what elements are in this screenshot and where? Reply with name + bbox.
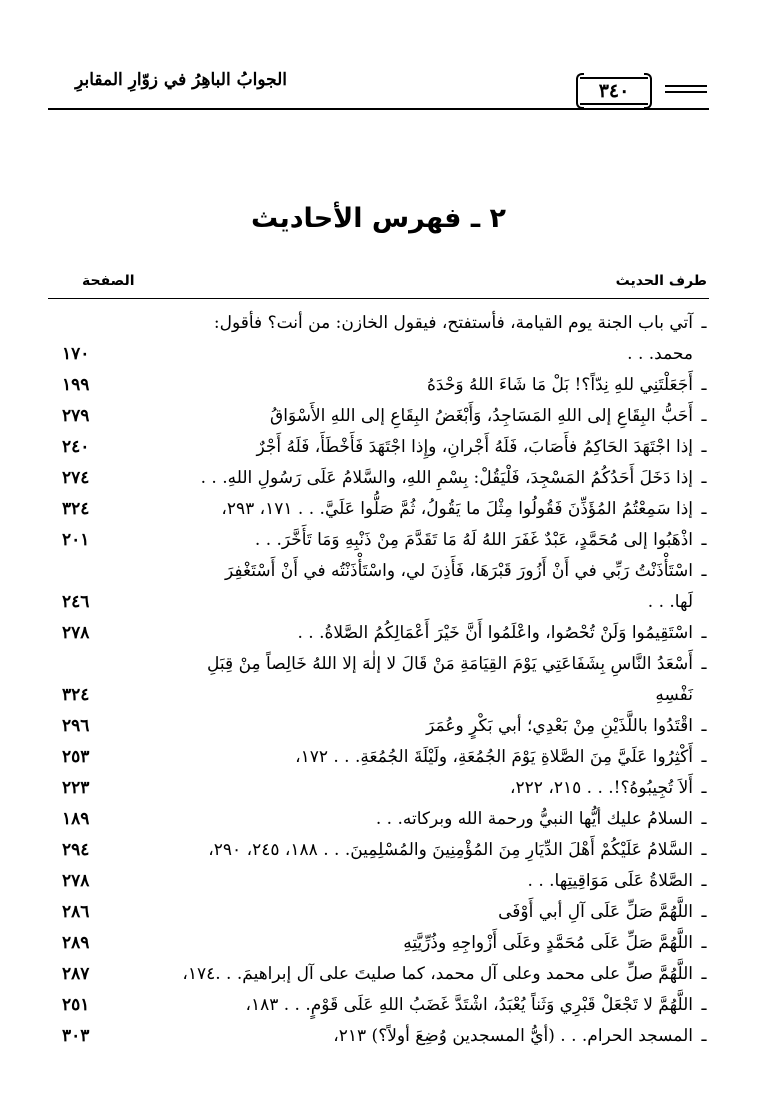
index-entry [48, 494, 709, 525]
entry-page-number: ٣٢٤ [62, 499, 90, 519]
index-entry [48, 370, 709, 401]
entry-text: اسْتَأْذَنْتُ رَبِّي في أَنْ أَزُورَ قَبْرَهَا، فَأَذِنَ لي، واسْتَأْذَنْتُه في أَنْ أَسْتَغْفِرَ [225, 561, 693, 581]
running-title: الجوابُ الباهِرُ في زوّارِ المقابرِ [75, 70, 287, 90]
entry-bullet: ـ [701, 871, 707, 891]
entry-bullet: ـ [701, 375, 707, 395]
entry-line [48, 401, 709, 432]
page-number: ٣٤٠ [598, 80, 630, 102]
entry-bullet: ـ [701, 530, 707, 550]
entry-page-number: ٢٥١ [62, 995, 90, 1015]
entry-text: إذا اجْتَهَدَ الحَاكِمُ فأَصَابَ، فَلَهُ أَجْرانِ، وإِذا اجْتَهَدَ فَأَخْطَأَ، فَلَهُ أَجْرٌ [256, 437, 693, 457]
header-ornament-line [665, 91, 707, 93]
entry-page-number: ٢٢٣ [62, 778, 90, 798]
entry-line [48, 773, 709, 804]
index-entry [48, 990, 709, 1021]
entry-bullet: ـ [701, 654, 707, 674]
entry-page-number: ٢٧٨ [62, 623, 90, 643]
entry-text: أَسْعَدُ النَّاسِ بِشَفَاعَتِي يَوْمَ القِيَامَةِ مَنْ قَالَ لا إلٰهَ إلا اللهُ خَالِصاً مِنْ قِبَلِ [207, 654, 693, 674]
entry-text: اللَّهُمَّ صلِّ على محمد وعلى آل محمد، كما صليتَ على آل إبراهيمَ. . .١٧٤، [182, 964, 693, 984]
entry-line [48, 897, 709, 928]
entry-page-number: ٢٩٦ [62, 716, 90, 736]
entry-text: اللَّهُمَّ لا تَجْعَلْ قَبْرِي وَثَناً يُعْبَدُ، اشْتَدَّ غَضَبُ اللهِ عَلَى قَوْمٍ. . . ١٨٣، [245, 995, 693, 1015]
entry-line [48, 525, 709, 556]
entry-line [48, 618, 709, 649]
index-entry [48, 897, 709, 928]
header-ornament-line [665, 85, 707, 87]
index-entry [48, 556, 709, 618]
entry-text: نَفْسِهِ [655, 685, 693, 705]
entry-page-number: ٢٨٦ [62, 902, 90, 922]
entry-line [48, 308, 709, 339]
entry-bullet: ـ [701, 623, 707, 643]
index-entry [48, 711, 709, 742]
column-header-rule [48, 298, 709, 299]
entry-bullet: ـ [701, 468, 707, 488]
entry-line [48, 742, 709, 773]
entry-line [48, 866, 709, 897]
entry-page-number: ٢٧٤ [62, 468, 90, 488]
entry-page-number: ٢٧٨ [62, 871, 90, 891]
entry-line [48, 370, 709, 401]
entry-bullet: ـ [701, 406, 707, 426]
page-number-box [580, 77, 648, 105]
entry-line [48, 711, 709, 742]
entry-page-number: ٢٨٩ [62, 933, 90, 953]
entry-text: السلامُ عليك أيُّها النبيُّ ورحمة الله وبركاته. . . [375, 809, 693, 829]
entry-page-number: ١٧٠ [62, 344, 90, 364]
entry-text: آتي باب الجنة يوم القيامة، فأستفتح، فيقول الخازن: من أنت؟ فأقول: [213, 313, 693, 333]
hadith-index-list [48, 308, 709, 1052]
entry-bullet: ـ [701, 933, 707, 953]
entry-line [48, 990, 709, 1021]
entry-text: اسْتَقِيمُوا وَلَنْ تُحْصُوا، واعْلَمُوا أَنَّ خَيْرَ أَعْمَالِكُمُ الصَّلاةُ. . . [297, 623, 693, 643]
index-entry [48, 525, 709, 556]
index-entry [48, 742, 709, 773]
entry-page-number: ٢٧٩ [62, 406, 90, 426]
entry-bullet: ـ [701, 995, 707, 1015]
entry-page-number: ٣٠٣ [62, 1026, 90, 1046]
entry-bullet: ـ [701, 1026, 707, 1046]
entry-page-number: ١٨٩ [62, 809, 90, 829]
index-entry [48, 432, 709, 463]
entry-page-number: ٢٠١ [62, 530, 90, 550]
entry-text: محمد. . . [627, 344, 693, 364]
entry-bullet: ـ [701, 964, 707, 984]
index-entry [48, 649, 709, 711]
entry-bullet: ـ [701, 840, 707, 860]
section-title: ٢ ـ فهرس الأحاديث [250, 203, 506, 234]
entry-text: أَكْثِرُوا عَلَيَّ مِنَ الصَّلاةِ يَوْمَ الجُمُعَةِ، ولَيْلَةَ الجُمُعَةِ. . . ١٧٢، [295, 747, 693, 767]
entry-text: السَّلامُ عَلَيْكُمْ أَهْلَ الدِّيَارِ مِنَ المُؤْمِنِينَ والمُسْلِمِينَ. . . ١٨٨، ٢٤٥، ٢٩٠، [208, 840, 693, 860]
index-entry [48, 618, 709, 649]
entry-page-number: ٢٤٦ [62, 592, 90, 612]
entry-page-number: ٢٨٧ [62, 964, 90, 984]
entry-bullet: ـ [701, 499, 707, 519]
entry-page-number: ١٩٩ [62, 375, 90, 395]
entry-page-number: ٢٥٣ [62, 747, 90, 767]
entry-page-number: ٢٩٤ [62, 840, 90, 860]
index-entry [48, 866, 709, 897]
entry-page-number: ٣٢٤ [62, 685, 90, 705]
entry-text: إذا سَمِعْتُمُ المُؤَذِّنَ فَقُولُوا مِثْلَ ما يَقُولُ، ثُمَّ صَلُّوا عَلَيَّ. . . ١٧١، ٢٩٣، [221, 499, 693, 519]
column-header-page: الصفحة [82, 273, 135, 289]
index-entry [48, 401, 709, 432]
entry-text: اقْتَدُوا باللَّذَيْنِ مِنْ بَعْدِي؛ أبي بَكْرٍ وعُمَرَ [426, 716, 693, 736]
entry-page-number: ٢٤٠ [62, 437, 90, 457]
entry-line [48, 556, 709, 587]
entry-text: المسجد الحرام. . . (أيُّ المسجدين وُضِعَ أولاً؟) ٢١٣، [333, 1026, 693, 1046]
index-entry [48, 928, 709, 959]
entry-bullet: ـ [701, 437, 707, 457]
entry-line [48, 432, 709, 463]
entry-text: أَحَبُّ البِقَاعِ إلى اللهِ المَسَاجِدُ، وَأَبْغَضُ البِقَاعِ إلى اللهِ الأَسْوَاقُ [270, 406, 693, 426]
entry-text: إذا دَخَلَ أَحَدُكُمُ المَسْجِدَ، فَلْيَقُلْ: بِسْمِ اللهِ، والسَّلامُ عَلَى رَسُولِ اللهِ. . . [200, 468, 693, 488]
index-entry [48, 959, 709, 990]
entry-line [48, 463, 709, 494]
entry-bullet: ـ [701, 561, 707, 581]
entry-text: اذْهَبُوا إلى مُحَمَّدٍ، عَبْدٌ غَفَرَ اللهُ لَهُ مَا تَقَدَّمَ مِنْ ذَنْبِهِ وَمَا تَأَخَّرَ. . . [254, 530, 693, 550]
entry-text: اللَّهُمَّ صَلِّ عَلَى آلِ أبي أَوْفَى [498, 902, 693, 922]
entry-bullet: ـ [701, 809, 707, 829]
entry-text: أَلاَ تُجِيبُوهُ؟!. . . ٢١٥، ٢٢٢، [510, 778, 693, 798]
entry-line [48, 494, 709, 525]
entry-line [48, 649, 709, 680]
entry-text: لَها. . . [647, 592, 693, 612]
index-entry [48, 308, 709, 370]
entry-text: الصَّلاةُ عَلَى مَوَاقِيتِها. . . [527, 871, 693, 891]
entry-text: اللَّهُمَّ صَلِّ عَلَى مُحَمَّدٍ وعَلَى أَزْواجِهِ وذُرِّيَّتِهِ [403, 933, 693, 953]
entry-bullet: ـ [701, 716, 707, 736]
entry-bullet: ـ [701, 778, 707, 798]
index-entry [48, 773, 709, 804]
index-entry [48, 1021, 709, 1052]
entry-line [48, 680, 709, 711]
index-entry [48, 835, 709, 866]
column-header-hadith: طرف الحديث [615, 273, 707, 289]
entry-bullet: ـ [701, 747, 707, 767]
entry-line [48, 339, 709, 370]
entry-bullet: ـ [701, 902, 707, 922]
entry-line [48, 587, 709, 618]
entry-line [48, 928, 709, 959]
entry-text: أَجَعَلْتَنِي للهِ نِدّاً؟! بَلْ مَا شَاءَ اللهُ وَحْدَهُ [427, 375, 693, 395]
header-rule [48, 108, 709, 110]
entry-line [48, 804, 709, 835]
entry-bullet: ـ [701, 313, 707, 333]
index-entry [48, 463, 709, 494]
entry-line [48, 1021, 709, 1052]
index-entry [48, 804, 709, 835]
entry-line [48, 959, 709, 990]
entry-line [48, 835, 709, 866]
